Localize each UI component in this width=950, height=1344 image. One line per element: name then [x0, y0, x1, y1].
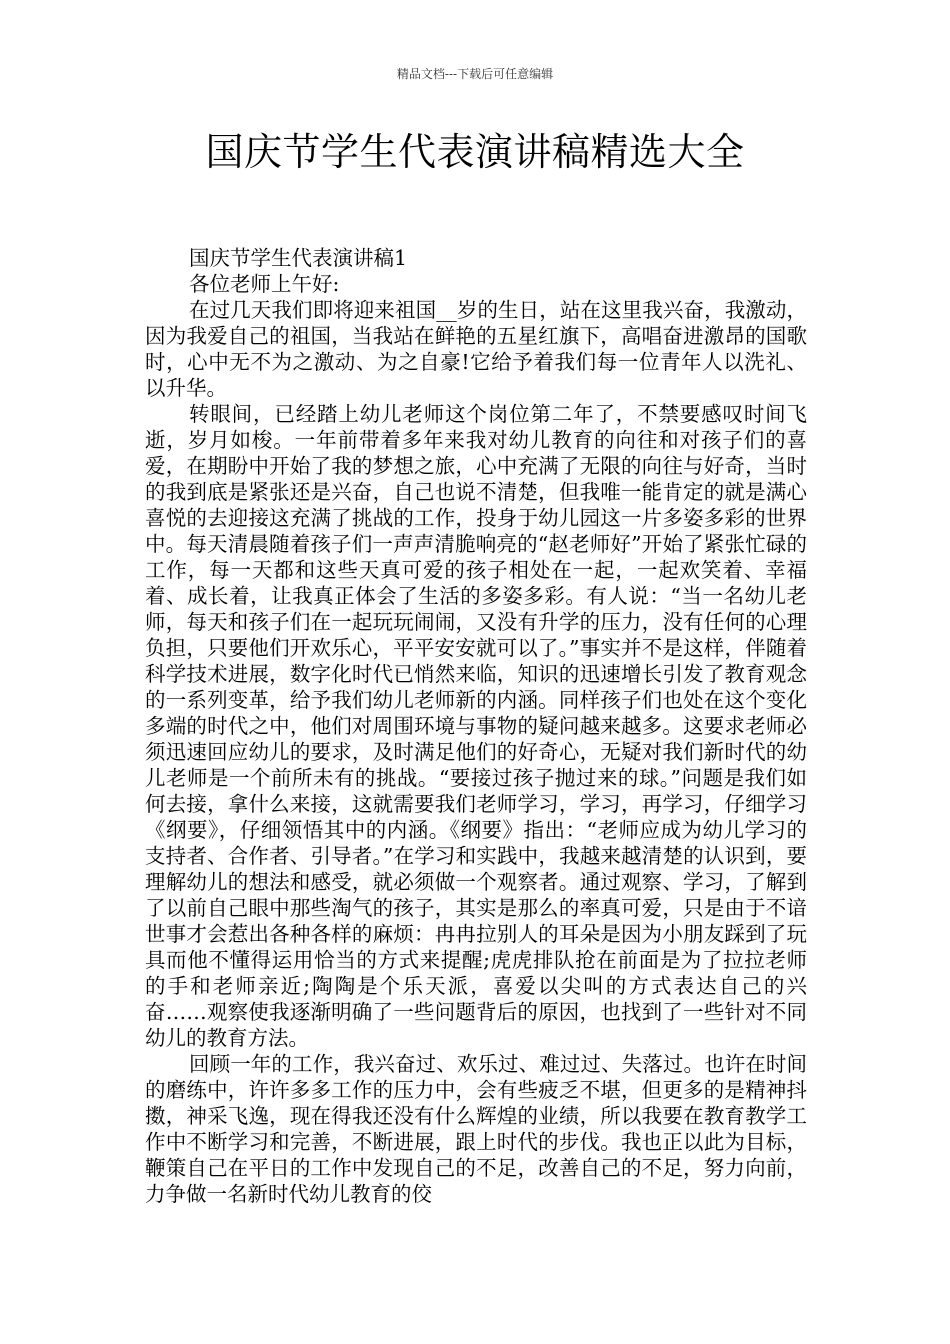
paragraph-3: 回顾一年的工作，我兴奋过、欢乐过、难过过、失落过。也许在时间的磨练中，许许多多工作的压力中，会有些疲乏不堪，但更多的是精神抖擞，神采飞逸，现在得我还没有什么辉煌的业绩，所以我要在教育教学工作中不断学习和完善，不断进展，跟上时代的步伐。我也正以此为目标，鞭策自己在平日的工作中发现自己的不足，改善自己的不足，努力向前，力争做一名新时代幼儿教育的佼 — [145, 1052, 807, 1206]
paragraph-1: 在过几天我们即将迎来祖国__岁的生日，站在这里我兴奋，我激动，因为我爱自己的祖国，当我站在鲜艳的五星红旗下，高唱奋进激昂的国歌时，心中无不为之激动、为之自豪!它给予着我们每一位青年人以洗礼、以升华。 — [145, 298, 807, 400]
greeting: 各位老师上午好: — [189, 272, 340, 296]
header-note: 精品文档---下载后可任意编辑 — [396, 67, 554, 81]
paragraph-2: 转眼间，已经踏上幼儿老师这个岗位第二年了，不禁要感叹时间飞逝，岁月如梭。一年前带着多年来我对幼儿教育的向往和对孩子们的喜爱，在期盼中开始了我的梦想之旅，心中充满了无限的向往与好奇，当时的我到底是紧张还是兴奋，自己也说不清楚，但我唯一能肯定的就是满心喜悦的去迎接这充满了挑战的工作，投身于幼儿园这一片多姿多彩的世界中。每天清晨随着孩子们一声声清脆响亮的“赵老师好”开始了紧张忙碌的工作，每一天都和这些天真可爱的孩子相处在一起，一起欢笑着、幸福着、成长着，让我真正体会了生活的多姿多彩。有人说：“当一名幼儿老师，每天和孩子们在一起玩玩闹闹，又没有升学的压力，没有任何的心理负担，只要他们开欢乐心，平平安安就可以了。”事实并不是这样，伴随着科学技术进展，数字化时代已悄然来临，知识的迅速增长引发了教育观念的一系列变革，给予我们幼儿老师新的内涵。同样孩子们也处在这个变化多端的时代之中，他们对周围环境与事物的疑问越来越多。这要求老师必须迅速回应幼儿的要求，及时满足他们的好奇心，无疑对我们新时代的幼儿老师是一个前所未有的挑战。“要接过孩子抛过来的球。”问题是我们如何去接，拿什么来接，这就需要我们老师学习，学习，再学习，仔细学习《纲要》，仔细领悟其中的内涵。《纲要》指出：“老师应成为幼儿学习的支持者、合作者、引导者。”在学习和实践中，我越来越清楚的认识到，要理解幼儿的想法和感受，就必须做一个观察者。通过观察、学习，了解到了以前自己眼中那些淘气的孩子，其实是那么的率真可爱，只是由于不谙世事才会惹出各种各样的麻烦：冉冉拉别人的耳朵是因为小朋友踩到了玩具而他不懂得运用恰当的方式来提醒;虎虎排队抢在前面是为了拉拉老师的手和老师亲近;陶陶是个乐天派，喜爱以尖叫的方式表达自己的兴奋……观察使我逐渐明确了一些问题背后的原因，也找到了一些针对不同幼儿的教育方法。 — [145, 402, 807, 1050]
document-body — [145, 245, 807, 1207]
section-heading: 国庆节学生代表演讲稿1 — [189, 246, 408, 270]
document-title: 国庆节学生代表演讲稿精选大全 — [205, 130, 745, 174]
